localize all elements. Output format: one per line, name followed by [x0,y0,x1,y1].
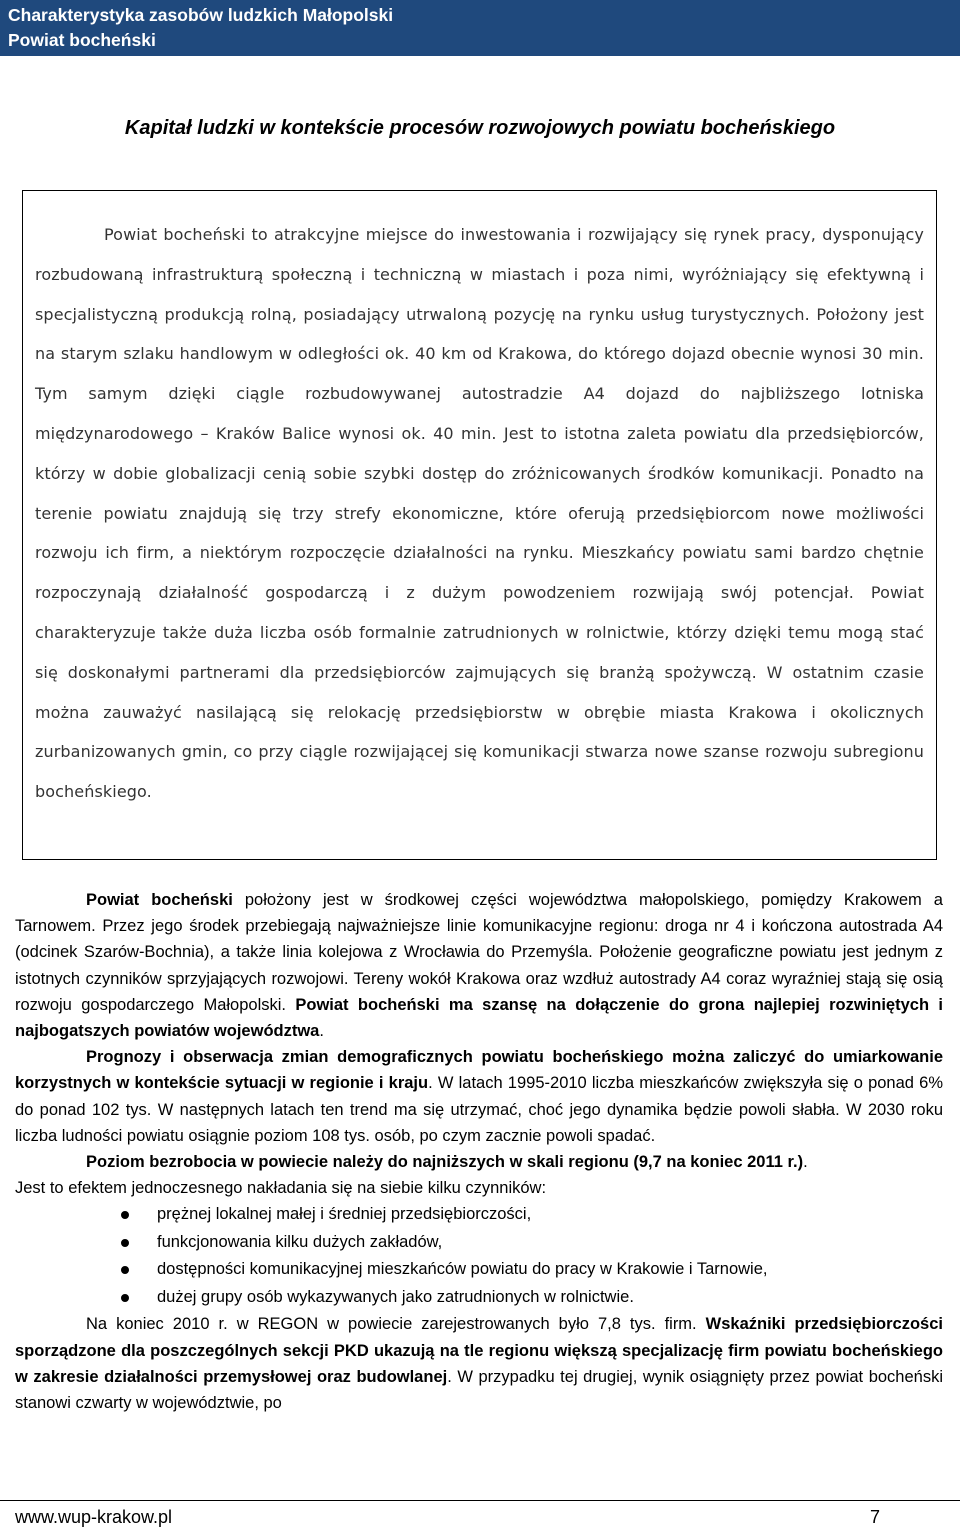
paragraph-location-text-2: . [319,1022,324,1041]
body-text [15,887,943,1416]
paragraph-factors-intro: Jest to efektem jednoczesnego nakładania się na siebie kilku czynników: [15,1179,547,1198]
footer-url: www.wup-krakow.pl [15,1507,173,1527]
list-item-text: funkcjonowania kilku dużych zakładów, [157,1232,443,1251]
paragraph-location-bold-1: Powiat bocheński [86,891,233,909]
list-item-text: dużej grupy osób wykazywanych jako zatrudnionych w rolnictwie. [157,1287,634,1306]
paragraph-regon-bold: Wskaźniki przedsiębiorczości sporządzone dla poszczególnych sekcji PKD ukazują na tle regionu większą specjalizację firm powiatu bocheńskiego w zakresie działalności przemysłowej oraz budowlanej [15,1315,943,1386]
paragraph-demography-bold: Prognozy i obserwacja zmian demograficznych powiatu bocheńskiego można zaliczyć do umiarkowanie korzystnych w kontekście sytuacji w regionie i kraju [15,1048,943,1093]
list-item [15,1229,943,1257]
list-item [15,1201,943,1229]
header-title: Charakterystyka zasobów ludzkich Małopolski [8,5,394,25]
page-number: 7 [870,1507,881,1527]
list-item-text: dostępności komunikacyjnej mieszkańców powiatu do pracy w Krakowie i Tarnowie, [157,1260,768,1279]
list-item-text: prężnej lokalnej małej i średniej przedsiębiorczości, [157,1205,532,1224]
bullet-icon [121,1294,129,1302]
paragraph-unemployment-bold: Poziom bezrobocia w powiecie należy do najniższych w skali regionu (9,7 na koniec 2011 r.) [86,1153,804,1172]
paragraph-demography-text: . W latach 1995-2010 liczba mieszkańców zwiększyła się o ponad 6% do ponad 102 tys. W następnych latach ten trend ma się utrzymać, choć jego dynamika będzie powoli słabła. W 2030 roku liczba ludności powiatu osiągnie poziom 108 tys. osób, po czym zacznie powoli spadać. [15,1074,943,1145]
section-title: Kapitał ludzki w kontekście procesów rozwojowych powiatu bocheńskiego [124,117,836,139]
paragraph-unemployment [15,1149,943,1175]
bullet-icon [121,1266,129,1274]
factors-list [15,1201,943,1311]
summary-box [22,190,937,860]
bullet-icon [121,1211,129,1219]
paragraph-location [15,887,943,1044]
paragraph-location-bold-2: Powiat bocheński ma szansę na dołączenie do grona najlepiej rozwiniętych i najbogatszych powiatów województwa [15,995,943,1041]
list-item [15,1256,943,1284]
paragraph-unemployment-text: . [803,1153,808,1172]
paragraph-location-text-1: położony jest w środkowej części województwa małopolskiego, pomiędzy Krakowem a Tarnowem. Przez jego środek przebiegają najważniejsze linie komunikacyjne regionu: droga nr 4 i kończona autostrada A4 (odcinek Szarów-Bochnia), a także linia kolejowa z Wrocławia do Przemyśla. Położenie geograficzne powiatu jest jednym z istotnych czynników sprzyjających rozwojowi. Tereny wokół Krakowa oraz wzdłuż autostrady A4 coraz wyraźniej stają się osią rozwoju gospodarczego Małopolski. [15,891,943,1014]
list-item [15,1284,943,1312]
paragraph-regon-text-2: . W przypadku tej drugiej, wynik osiągnięty przez powiat bocheński stanowi czwarty w województwie, po [15,1367,943,1413]
paragraph-regon-text-1: Na koniec 2010 r. w REGON w powiecie zarejestrowanych było 7,8 tys. firm. [86,1315,706,1334]
document-header [0,0,960,56]
document-footer [0,1500,960,1531]
header-subtitle: Powiat bocheński [8,30,156,50]
paragraph-demography [15,1044,943,1149]
paragraph-regon [15,1311,943,1416]
summary-paragraph: Powiat bocheński to atrakcyjne miejsce do inwestowania i rozwijający się rynek pracy, dysponujący rozbudowaną infrastrukturą społeczną i techniczną w miastach i poza nimi, wyróżniający się efektywną i specjalistyczną produkcją rolną, posiadający utrwaloną pozycję na rynku usług turystycznych. Położony jest na starym szlaku handlowym w odległości ok. 40 km od Krakowa, do którego dojazd obecnie wynosi 30 min. Tym samym dzięki ciągle rozbudowywanej autostradzie A4 dojazd do najbliższego lotniska międzynarodowego – Kraków Balice wynosi ok. 40 min. Jest to istotna zaleta powiatu dla przedsiębiorców, którzy w dobie globalizacji cenią sobie szybki dostęp do zróżnicowanych środków komunikacji. Ponadto na terenie powiatu znajdują się trzy strefy ekonomiczne, które oferują przedsiębiorcom nowe możliwości rozwoju ich firm, a niektórym rozpoczęcie działalności na rynku. Mieszkańcy powiatu sami bardzo chętnie rozpoczynają działalność gospodarczą i z dużym powodzeniem rozwijają swój potencjał. Powiat charakteryzuje także duża liczba osób formalnie zatrudnionych w rolnictwie, którzy dzięki temu mogą stać się doskonałymi partnerami dla przedsiębiorców zajmujących się branżą spożywczą. W ostatnim czasie można zauważyć nasilającą się relokację przedsiębiorstw w obrębie miasta Krakowa i okolicznych zurbanizowanych gmin, co przy ciągle rozwijającej się komunikacji stwarza nowe szanse rozwoju subregionu bocheńskiego. [35,225,924,802]
bullet-icon [121,1239,129,1247]
